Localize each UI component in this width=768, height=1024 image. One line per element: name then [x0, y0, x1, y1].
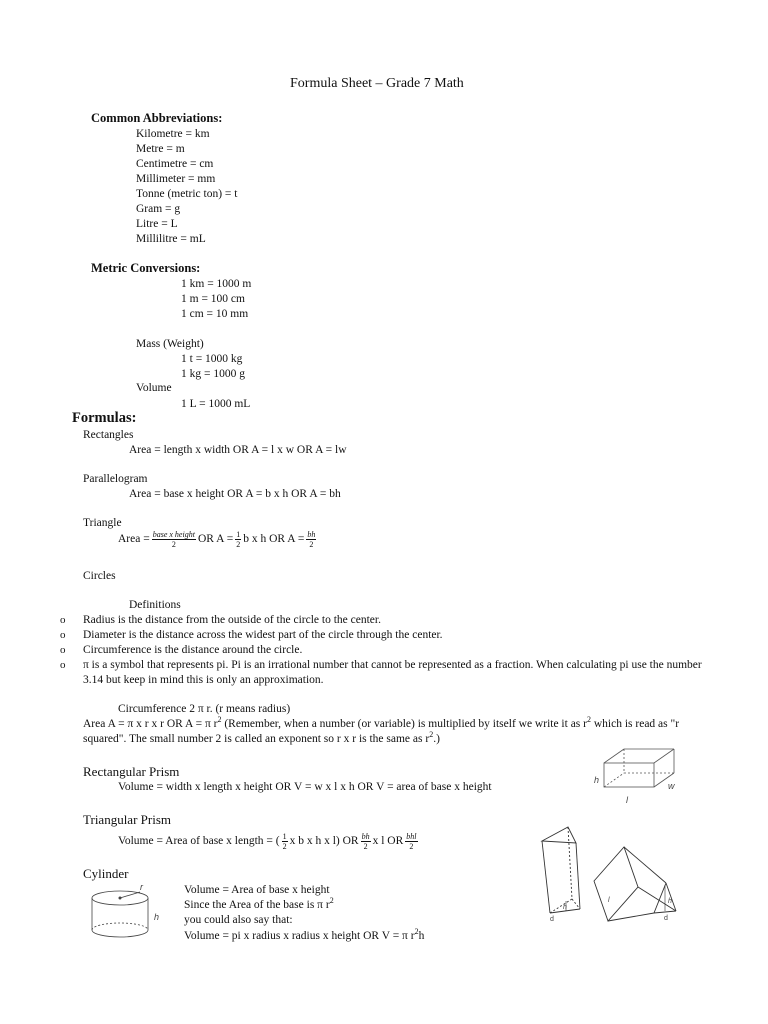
half-fraction: $\frac{1}{2}$	[236, 530, 241, 549]
cylinder-figure	[88, 882, 168, 942]
abbreviation-item: Centimetre = cm	[136, 158, 214, 170]
tri-prism-formula: Volume = Area of base x length = ( $\frac{1}{2}$ x b x h x l) OR $\frac{bh}{2}$ x l OR $\frac{\text{bhl}}{2}$	[118, 832, 417, 851]
fig-label-l: l	[608, 897, 610, 904]
abbreviation-item: Millilitre = mL	[136, 233, 206, 245]
area-circle-formula: Area A = π x r x r OR A = π $r^2$ (Remember, when a number (or variable) is multiplied by itself we write it as $r^2$ which is read as "r squared". The small number 2 is called an exponent so r x r is the same as $r^2$.)	[83, 715, 680, 745]
conversion-item: 1 kg = 1000 g	[181, 368, 245, 380]
fig-label-w: w	[668, 781, 675, 791]
definition-pi: π is a symbol that represents pi. Pi is an irrational number that cannot be represented as a fraction. When calculating pi use the number 3.14 but keep in mind this is only an approximation.	[83, 659, 702, 686]
abbreviation-item: Metre = m	[136, 143, 185, 155]
definition-diameter: Diameter is the distance across the widest part of the circle through the center.	[83, 629, 443, 641]
conversions-heading: Metric Conversions:	[91, 261, 201, 275]
triangle-label: Triangle	[83, 517, 122, 529]
triangular-prism-figure	[536, 825, 696, 930]
half-fraction: $\frac{1}{2}$	[282, 832, 287, 851]
bh-fraction: $\frac{bh}{2}$	[361, 832, 370, 851]
cylinder-line-1: Volume = Area of base x height	[184, 884, 330, 896]
fig-label-l: l	[626, 795, 628, 805]
fig-label-d: d	[664, 915, 668, 922]
definition-radius: Radius is the distance from the outside of the circle to the center.	[83, 614, 381, 626]
abbreviations-heading: Common Abbreviations:	[91, 111, 223, 125]
rectangles-label: Rectangles	[83, 429, 134, 441]
circles-label: Circles	[83, 570, 116, 582]
abbreviation-item: Gram = g	[136, 203, 181, 215]
triangle-formula: Area = $\frac{\text{base x height}}{2}$ OR A = $\frac{1}{2}$ b x h OR A = $\frac{bh}{2}$	[118, 530, 316, 549]
tri-prism-label: Triangular Prism	[83, 812, 171, 827]
mass-label: Mass (Weight)	[136, 338, 204, 350]
cylinder-line-4: Volume = pi x radius x radius x height OR V = π $r^2h$	[184, 927, 425, 942]
fig-label-d: d	[550, 916, 554, 923]
formulas-heading: Formulas:	[72, 410, 137, 426]
volume-label: Volume	[136, 382, 172, 394]
rect-prism-label: Rectangular Prism	[83, 764, 180, 779]
fig-label-r: r	[140, 882, 143, 892]
conversion-item: 1 t = 1000 kg	[181, 353, 243, 365]
parallelogram-formula: Area = base x height OR A = b x h OR A = bh	[129, 488, 341, 500]
rect-prism-formula: Volume = width x length x height OR V = w x l x h OR V = area of base x height	[118, 781, 492, 793]
parallelogram-label: Parallelogram	[83, 473, 148, 485]
rectangles-formula: Area = length x width OR A = l x w OR A = lw	[129, 444, 347, 456]
abbreviation-item: Millimeter = mm	[136, 173, 216, 185]
page-title: Formula Sheet – Grade 7 Math	[290, 76, 464, 91]
rectangular-prism-figure	[592, 745, 702, 805]
circumference-formula: Circumference 2 π r. (r means radius)	[118, 703, 291, 715]
abbreviation-item: Litre = L	[136, 218, 178, 230]
definition-circumference: Circumference is the distance around the circle.	[83, 644, 303, 656]
fig-label-h: h	[668, 898, 672, 905]
bullet-marker: o	[60, 629, 66, 641]
fig-label-h: h	[563, 904, 567, 911]
fig-label-h: h	[594, 775, 600, 785]
abbreviation-item: Tonne (metric ton) = t	[136, 188, 238, 200]
fig-label-h: h	[154, 912, 160, 922]
bullet-marker: o	[60, 659, 66, 671]
cylinder-line-3: you could also say that:	[184, 914, 293, 926]
triangle-prefix: Area =	[118, 533, 150, 546]
bhl-fraction: $\frac{\text{bhl}}{2}$	[406, 832, 417, 851]
conversion-item: 1 L = 1000 mL	[181, 398, 251, 410]
conversion-item: 1 km = 1000 m	[181, 278, 252, 290]
bh-fraction: $\frac{bh}{2}$	[307, 530, 316, 549]
definitions-label: Definitions	[129, 599, 181, 611]
conversion-item: 1 cm = 10 mm	[181, 308, 249, 320]
cylinder-label: Cylinder	[83, 866, 129, 881]
bullet-marker: o	[60, 644, 66, 656]
bullet-marker: o	[60, 614, 66, 626]
conversion-item: 1 m = 100 cm	[181, 293, 245, 305]
abbreviation-item: Kilometre = km	[136, 128, 210, 140]
cylinder-line-2: Since the Area of the base is π $r^2$	[184, 896, 334, 911]
triangle-fraction: $\frac{\text{base x height}}{2}$	[152, 530, 195, 549]
